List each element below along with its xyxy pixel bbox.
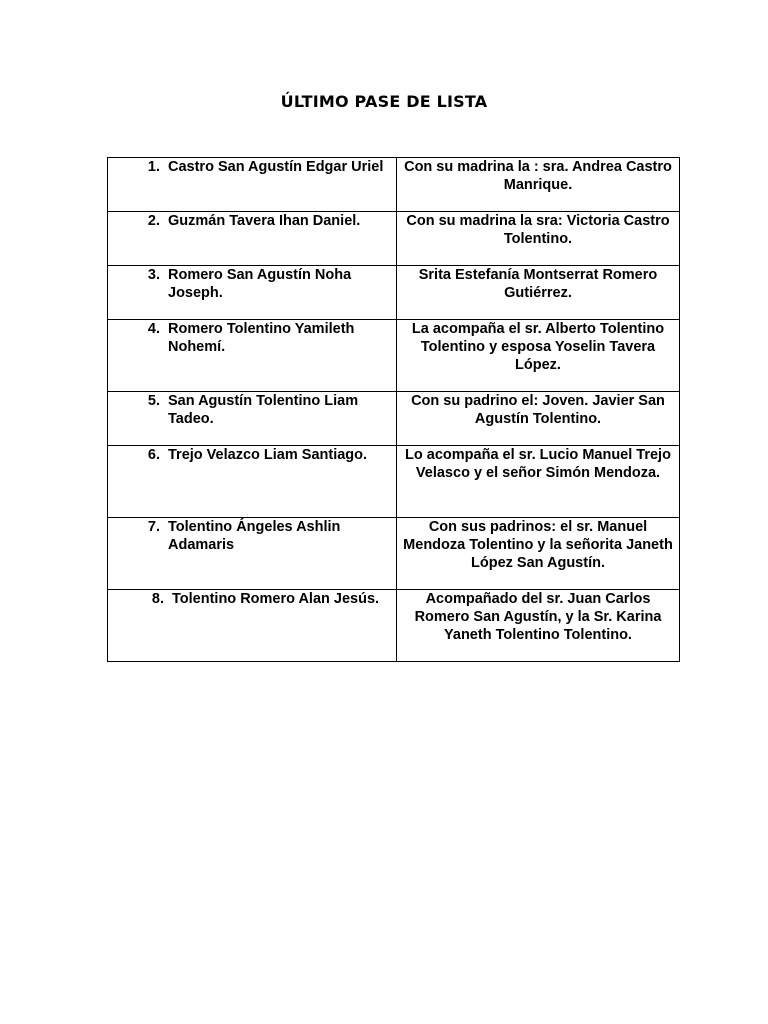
name-cell <box>108 518 397 590</box>
item-name: Trejo Velazco Liam Santiago. <box>168 447 368 463</box>
list-item <box>108 158 390 176</box>
item-number: 5. <box>147 393 160 409</box>
item-name: Tolentino Romero Alan Jesús. <box>172 591 380 607</box>
companion-cell: Con sus padrinos: el sr. Manuel Mendoza Tolentino y la señorita Janeth López San Agustín. <box>397 518 680 590</box>
companion-cell: La acompaña el sr. Alberto Tolentino Tolentino y esposa Yoselin Tavera López. <box>397 320 680 392</box>
name-cell <box>108 266 397 320</box>
list-item <box>108 518 390 554</box>
companion-cell: Con su padrino el: Joven. Javier San Agustín Tolentino. <box>397 392 680 446</box>
list-item <box>108 212 390 230</box>
companion-cell: Lo acompaña el sr. Lucio Manuel Trejo Velasco y el señor Simón Mendoza. <box>397 446 680 518</box>
item-name: Tolentino Ángeles Ashlin Adamaris <box>168 519 341 553</box>
item-name: Romero Tolentino Yamileth Nohemí. <box>168 321 355 355</box>
roster-table <box>107 157 680 662</box>
item-number: 3. <box>147 267 160 283</box>
name-cell <box>108 320 397 392</box>
item-number: 1. <box>147 159 160 175</box>
item-name: Guzmán Tavera Ihan Daniel. <box>168 213 361 229</box>
companion-cell: Srita Estefanía Montserrat Romero Gutiérrez. <box>397 266 680 320</box>
list-item <box>108 590 390 608</box>
table-row <box>108 392 680 446</box>
companion-cell: Con su madrina la : sra. Andrea Castro Manrique. <box>397 158 680 212</box>
list-item <box>108 392 390 428</box>
name-cell <box>108 212 397 266</box>
table-row <box>108 266 680 320</box>
item-number: 6. <box>147 447 160 463</box>
table-row <box>108 158 680 212</box>
item-name: Romero San Agustín Noha Joseph. <box>168 267 352 301</box>
companion-cell: Acompañado del sr. Juan Carlos Romero San Agustín, y la Sr. Karina Yaneth Tolentino Tolentino. <box>397 590 680 662</box>
table-row <box>108 590 680 662</box>
item-number: 2. <box>147 213 160 229</box>
table-row <box>108 446 680 518</box>
list-item <box>108 320 390 356</box>
list-item <box>108 266 390 302</box>
document-title: ÚLTIMO PASE DE LISTA <box>280 92 488 111</box>
name-cell <box>108 446 397 518</box>
name-cell <box>108 392 397 446</box>
table-row <box>108 518 680 590</box>
item-number: 8. <box>151 591 164 607</box>
list-item <box>108 446 390 464</box>
name-cell <box>108 158 397 212</box>
table-row <box>108 212 680 266</box>
name-cell <box>108 590 397 662</box>
table-row <box>108 320 680 392</box>
item-name: Castro San Agustín Edgar Uriel <box>168 159 384 175</box>
item-number: 7. <box>147 519 160 535</box>
item-number: 4. <box>147 321 160 337</box>
companion-cell: Con su madrina la sra: Victoria Castro Tolentino. <box>397 212 680 266</box>
item-name: San Agustín Tolentino Liam Tadeo. <box>168 393 359 427</box>
